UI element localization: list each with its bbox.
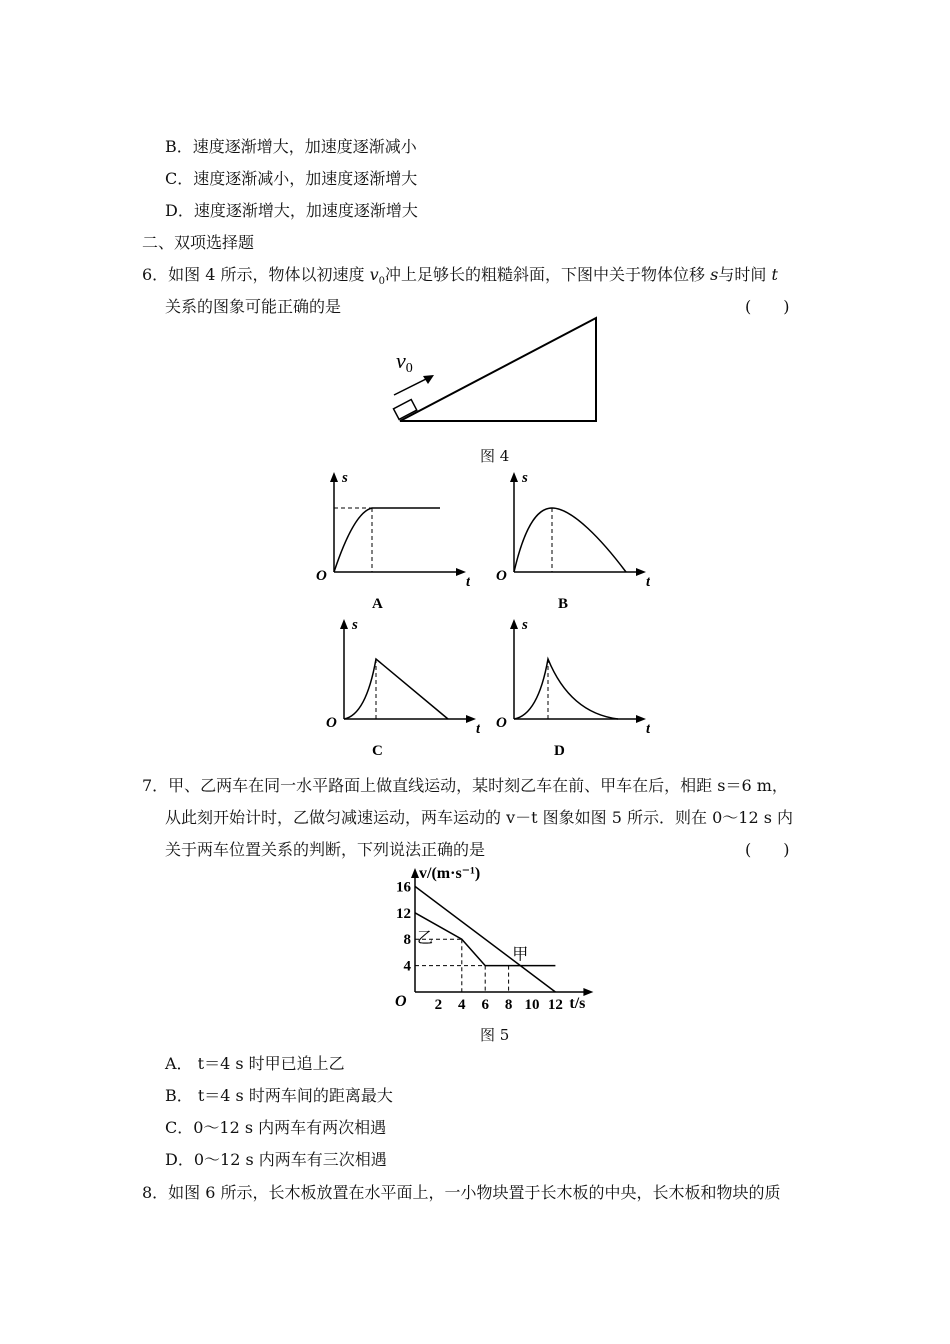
graph-b (490, 468, 650, 613)
y-tick-label: 16 (396, 879, 411, 896)
block (393, 399, 416, 419)
x-tick-label: 6 (481, 997, 489, 1010)
velocity-arrow (394, 377, 430, 395)
q7-option-b: B． t＝4 s 时两车间的距离最大 (165, 1086, 393, 1105)
svg-text:s: s (522, 617, 528, 633)
svg-text:s: s (522, 470, 528, 486)
y-axis-label: v/(m·s⁻¹) (419, 865, 481, 882)
q5-option-b: B．速度逐渐增大，加速度逐渐减小 (165, 137, 417, 156)
svg-text:B: B (558, 596, 569, 612)
v0-label: v0 (396, 348, 413, 376)
svg-text:t: t (646, 574, 650, 590)
curve-b (514, 508, 626, 572)
origin-label: O (395, 993, 407, 1010)
x-tick-label: 2 (434, 997, 443, 1010)
graph-d (490, 615, 650, 760)
graph-c (320, 615, 480, 760)
q7-option-d: D．0～12 s 内两车有三次相遇 (165, 1150, 387, 1169)
x-axis-label: t/s (569, 995, 586, 1010)
svg-text:t: t (466, 574, 470, 590)
svg-text:O: O (496, 568, 507, 584)
q6-text-a: 6．如图 4 所示，物体以初速度 (142, 265, 370, 284)
svg-text:C: C (372, 743, 383, 759)
q7-option-a: A． t＝4 s 时甲已追上乙 (165, 1054, 345, 1073)
q7-answer-paren: ( ) (745, 840, 790, 859)
q6-s: s (710, 265, 719, 284)
figure-4-incline (380, 310, 640, 440)
q5-option-c: C．速度逐渐减小，加速度逐渐增大 (165, 169, 418, 188)
q6-stem-line1 (142, 265, 778, 292)
y-tick-label: 4 (403, 958, 411, 975)
q6-v0: $v_0$ (369, 265, 386, 288)
figure-5-caption: 图 5 (480, 1026, 510, 1044)
figure-4-caption: 图 4 (480, 447, 510, 465)
svg-text:D: D (554, 743, 565, 759)
y-tick-label: 12 (396, 905, 411, 922)
svg-text:t: t (476, 721, 480, 737)
q7-stem-line2: 从此刻开始计时，乙做匀减速运动，两车运动的 v－t 图象如图 5 所示．则在 0～12 s 内 (165, 808, 794, 827)
svg-text:O: O (496, 715, 507, 731)
x-tick-label: 12 (547, 997, 563, 1010)
q8-stem-line1: 8．如图 6 所示，长木板放置在水平面上，一小物块置于长木板的中央，长木板和物块的质 (142, 1183, 781, 1202)
x-tick-label: 4 (458, 997, 466, 1010)
y-axis-arrow (411, 868, 419, 878)
graph-a (310, 468, 470, 613)
q7-option-c: C．0～12 s 内两车有两次相遇 (165, 1118, 387, 1137)
curve-d (514, 659, 618, 719)
x-tick-label: 8 (504, 997, 513, 1010)
svg-text:t: t (646, 721, 650, 737)
curve-c (344, 659, 448, 719)
svg-text:O: O (326, 715, 337, 731)
svg-text:s: s (342, 470, 348, 486)
svg-text:A: A (372, 596, 383, 612)
figure-5-vt-chart (385, 860, 645, 1010)
svg-text:O: O (316, 568, 327, 584)
q6-t: t (771, 265, 778, 284)
q6-text-c: 与时间 (718, 265, 772, 284)
q5-option-d: D．速度逐渐增大，加速度逐渐增大 (165, 201, 418, 220)
x-tick-label: 10 (524, 997, 540, 1010)
curve-a (334, 508, 440, 572)
svg-text:s: s (352, 617, 358, 633)
series-label-yi: 乙 (417, 930, 434, 948)
y-tick-label: 8 (403, 932, 411, 949)
q7-stem-line1: 7．甲、乙两车在同一水平路面上做直线运动，某时刻乙车在前、甲车在后，相距 s＝6 m， (142, 776, 788, 795)
series-label-jia: 甲 (512, 946, 529, 964)
q6-text-b: 冲上足够长的粗糙斜面，下图中关于物体位移 (385, 265, 711, 284)
q6-stem-line2: 关系的图象可能正确的是 (165, 297, 342, 316)
q7-stem-line3: 关于两车位置关系的判断，下列说法正确的是 (165, 840, 486, 859)
q6-answer-paren: ( ) (745, 297, 790, 316)
section-heading: 二、双项选择题 (142, 233, 255, 252)
